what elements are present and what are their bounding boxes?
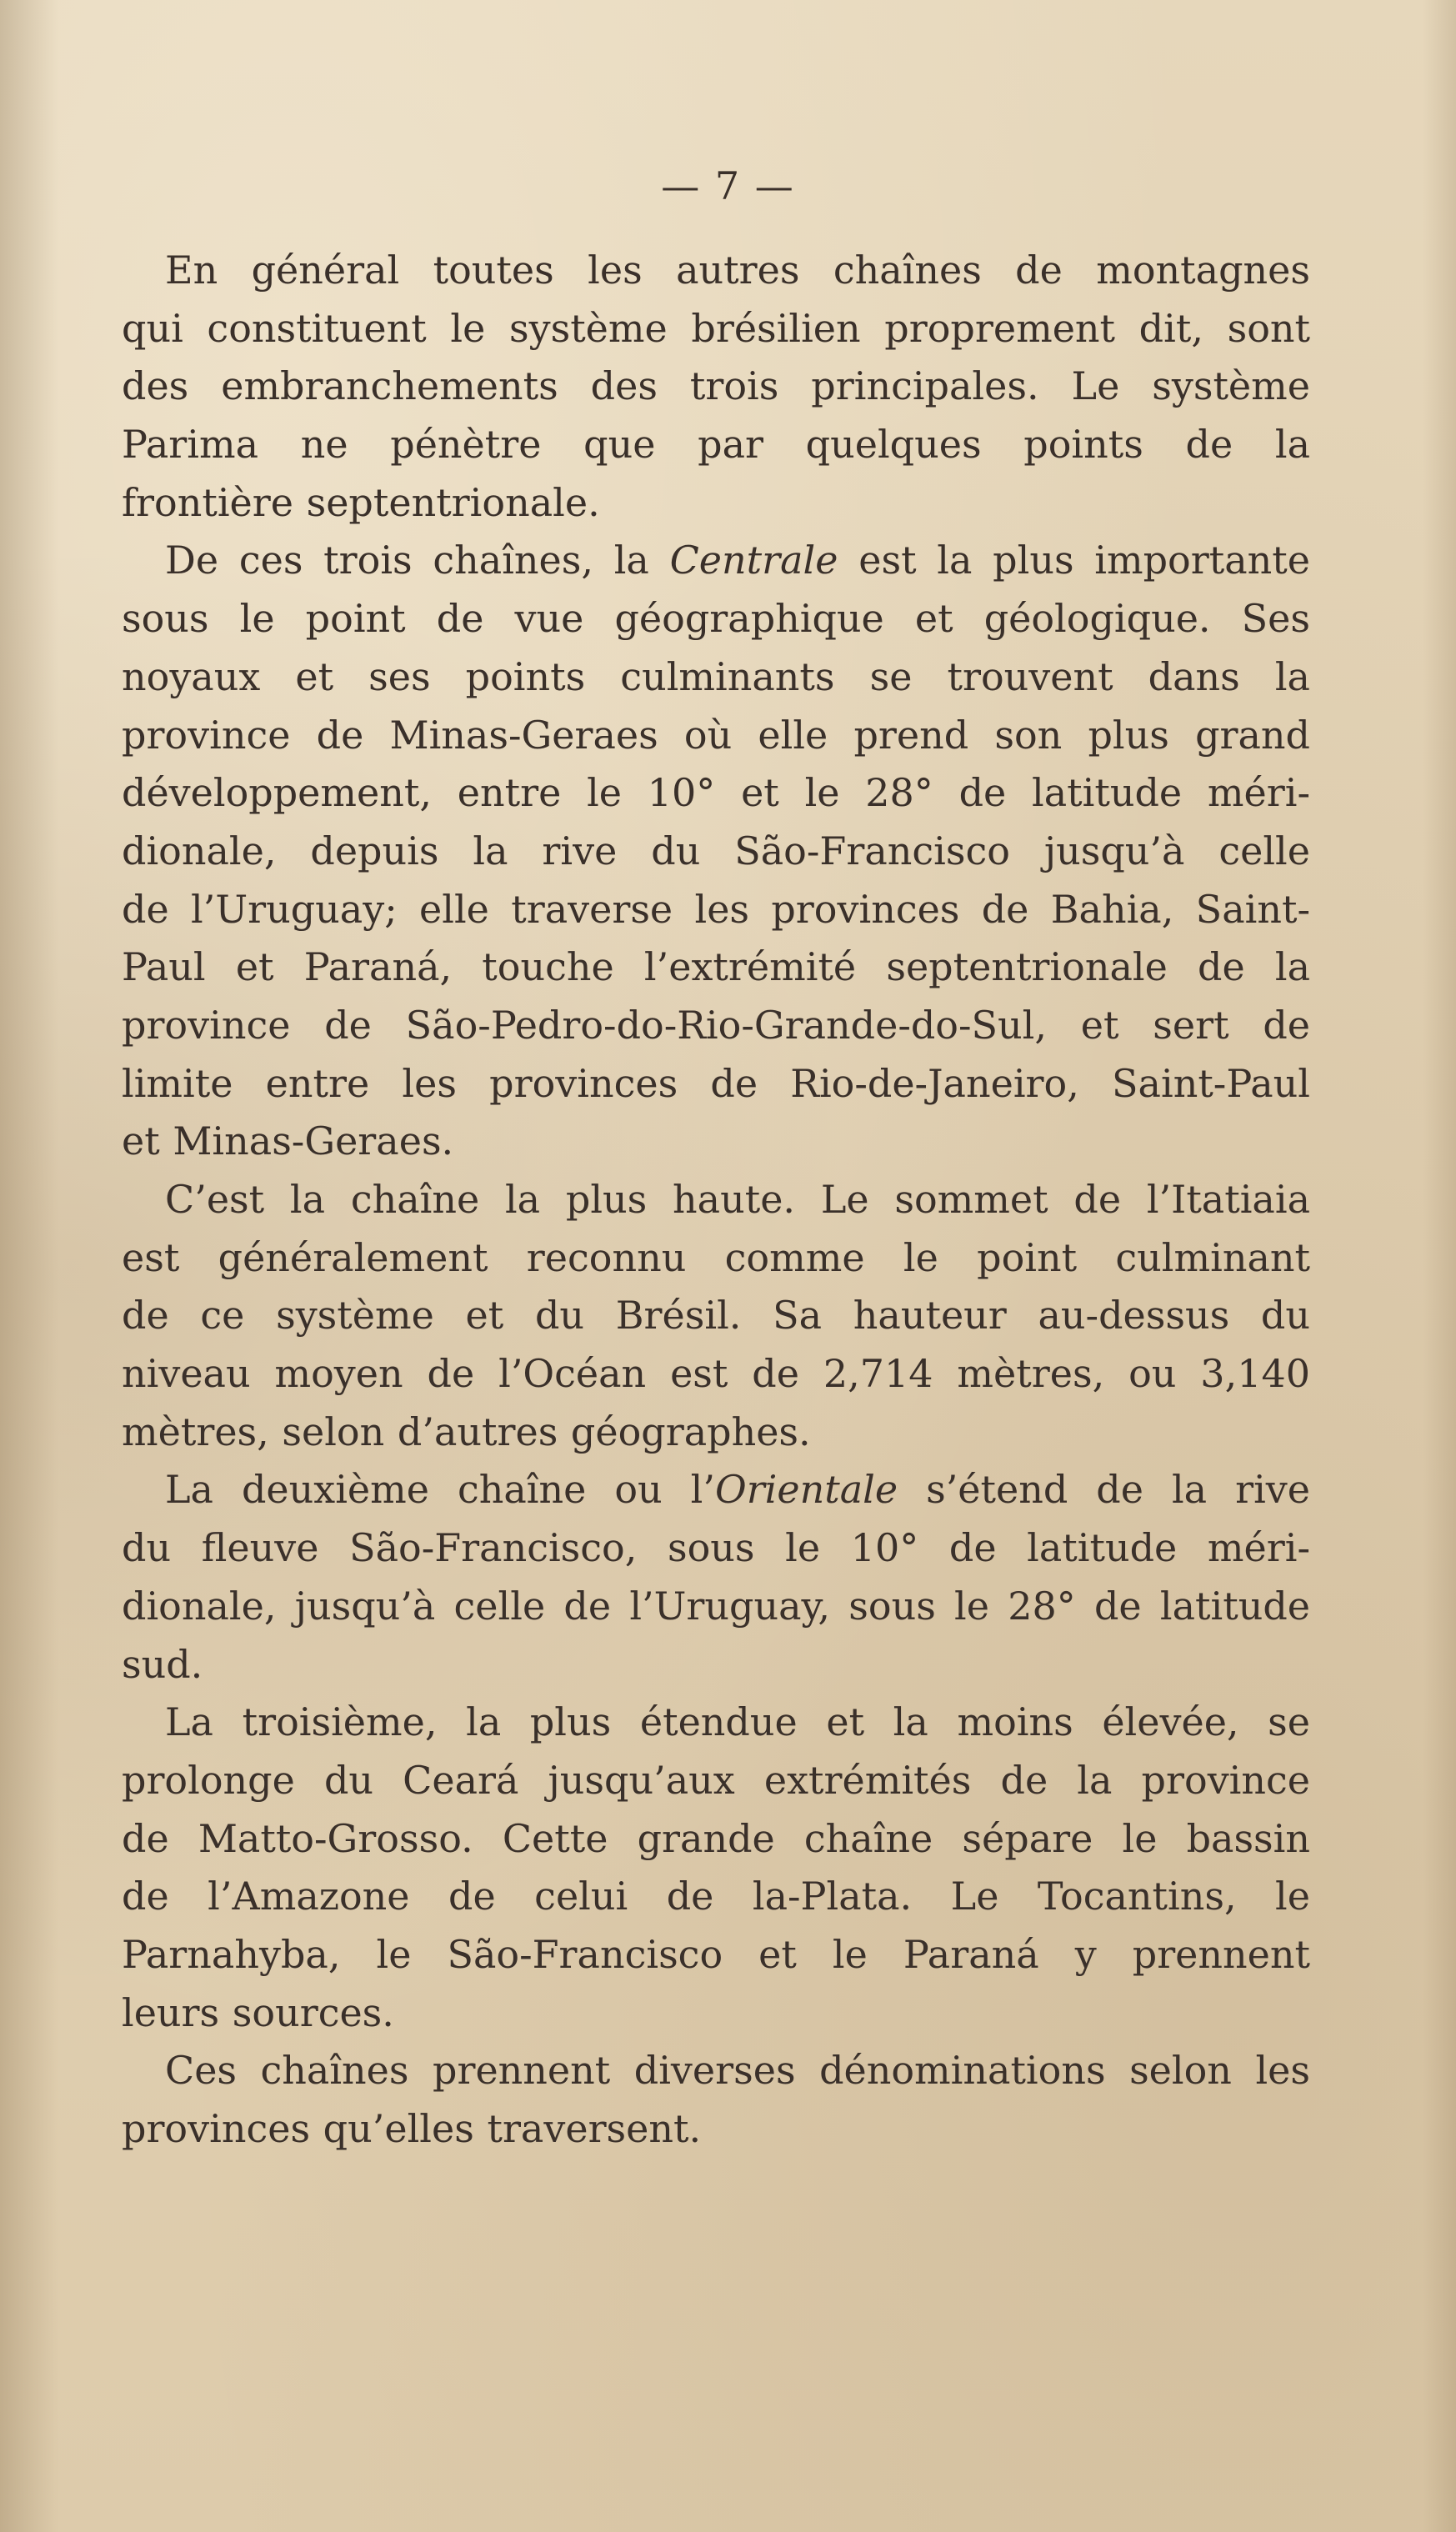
text-segment: Paul et Paraná, touche l’extrémité septentrionale de la <box>122 944 1310 990</box>
text-line <box>122 1345 1310 1404</box>
text-segment: mètres, selon d’autres géographes. <box>122 1409 811 1454</box>
text-segment: province de Minas-Geraes où elle prend son plus grand <box>122 712 1310 758</box>
page-number: — 7 — <box>661 163 795 208</box>
text-segment: dionale, depuis la rive du São-Francisco jusqu’à celle <box>122 828 1310 873</box>
text-segment: Ces chaînes prennent diverses dénominations selon les <box>165 2048 1310 2094</box>
text-segment: frontière septentrionale. <box>122 479 600 525</box>
text-line <box>122 764 1310 823</box>
text-segment: provinces qu’elles traversent. <box>122 2106 702 2151</box>
text-segment: De ces trois chaînes, la <box>165 538 670 583</box>
paragraph <box>122 1461 1310 1694</box>
body-text <box>122 242 1310 2159</box>
text-line <box>122 358 1310 416</box>
text-line <box>122 2100 1310 2159</box>
paragraph <box>122 2042 1310 2158</box>
text-segment: La troisième, la plus étendue et la moins élevée, se <box>165 1699 1310 1745</box>
text-segment: limite entre les provinces de Rio-de-Janeiro, Saint-Paul <box>122 1060 1310 1106</box>
paragraph <box>122 532 1310 1171</box>
text-line <box>122 416 1310 474</box>
italic-term: Centrale <box>669 538 838 583</box>
paragraph <box>122 242 1310 532</box>
text-line <box>122 590 1310 648</box>
text-line <box>122 1694 1310 1752</box>
text-segment: s’étend de la rive <box>898 1467 1310 1513</box>
text-segment: niveau moyen de l’Océan est de 2,714 mètres, ou 3,140 <box>122 1351 1310 1397</box>
text-segment: et Minas-Geraes. <box>122 1118 454 1164</box>
text-segment: de l’Amazone de celui de la-Plata. Le Tocantins, le <box>122 1874 1310 1919</box>
text-line <box>122 1055 1310 1113</box>
text-segment: des embranchements des trois principales. Le système <box>122 363 1310 409</box>
text-segment: Parnahyba, le São-Francisco et le Paraná y prennent <box>122 1931 1310 1977</box>
paragraph <box>122 1694 1310 2042</box>
text-line <box>122 1287 1310 1345</box>
text-line <box>122 1926 1310 1984</box>
text-line <box>122 1752 1310 1810</box>
text-line <box>122 1636 1310 1694</box>
text-line <box>122 1404 1310 1462</box>
text-segment: C’est la chaîne la plus haute. Le sommet de l’Itatiaia <box>165 1177 1310 1222</box>
text-segment: leurs sources. <box>122 1989 394 2035</box>
italic-term: Orientale <box>714 1467 898 1513</box>
text-line <box>122 707 1310 765</box>
text-segment: du fleuve São-Francisco, sous le 10° de latitude méri- <box>122 1525 1310 1571</box>
text-line <box>122 242 1310 300</box>
text-line <box>122 1578 1310 1636</box>
text-line <box>122 1171 1310 1229</box>
text-line <box>122 997 1310 1055</box>
text-segment: sud. <box>122 1641 203 1687</box>
text-line <box>122 1461 1310 1519</box>
text-segment: de Matto-Grosso. Cette grande chaîne sépare le bassin <box>122 1815 1310 1861</box>
text-segment: de ce système et du Brésil. Sa hauteur au-dessus du <box>122 1293 1310 1339</box>
text-line <box>122 648 1310 707</box>
text-line <box>122 823 1310 881</box>
text-line <box>122 1113 1310 1171</box>
text-segment: En général toutes les autres chaînes de montagnes <box>165 248 1310 293</box>
text-segment: sous le point de vue géographique et géologique. Ses <box>122 596 1310 642</box>
text-line <box>122 1229 1310 1288</box>
text-segment: noyaux et ses points culminants se trouvent dans la <box>122 653 1310 699</box>
paragraph <box>122 1171 1310 1461</box>
text-line <box>122 938 1310 997</box>
text-segment: province de São-Pedro-do-Rio-Grande-do-Sul, et sert de <box>122 1002 1310 1048</box>
text-segment: Parima ne pénètre que par quelques points de la <box>122 422 1310 468</box>
text-segment: est la plus importante <box>838 538 1310 583</box>
text-segment: qui constituent le système brésilien proprement dit, sont <box>122 305 1310 351</box>
text-segment: de l’Uruguay; elle traverse les provinces de Bahia, Saint- <box>122 886 1310 932</box>
text-line <box>122 881 1310 939</box>
text-line <box>122 300 1310 358</box>
text-line <box>122 1868 1310 1926</box>
text-line <box>122 532 1310 590</box>
text-segment: développement, entre le 10° et le 28° de latitude méri- <box>122 770 1310 816</box>
text-segment: prolonge du Ceará jusqu’aux extrémités de la province <box>122 1757 1310 1803</box>
text-line <box>122 2042 1310 2100</box>
text-segment: La deuxième chaîne ou l’ <box>165 1467 715 1513</box>
text-line <box>122 1810 1310 1869</box>
text-line <box>122 474 1310 533</box>
text-line <box>122 1519 1310 1578</box>
text-segment: est généralement reconnu comme le point culminant <box>122 1234 1310 1280</box>
text-line <box>122 1984 1310 2043</box>
text-segment: dionale, jusqu’à celle de l’Uruguay, sous le 28° de latitude <box>122 1583 1310 1629</box>
